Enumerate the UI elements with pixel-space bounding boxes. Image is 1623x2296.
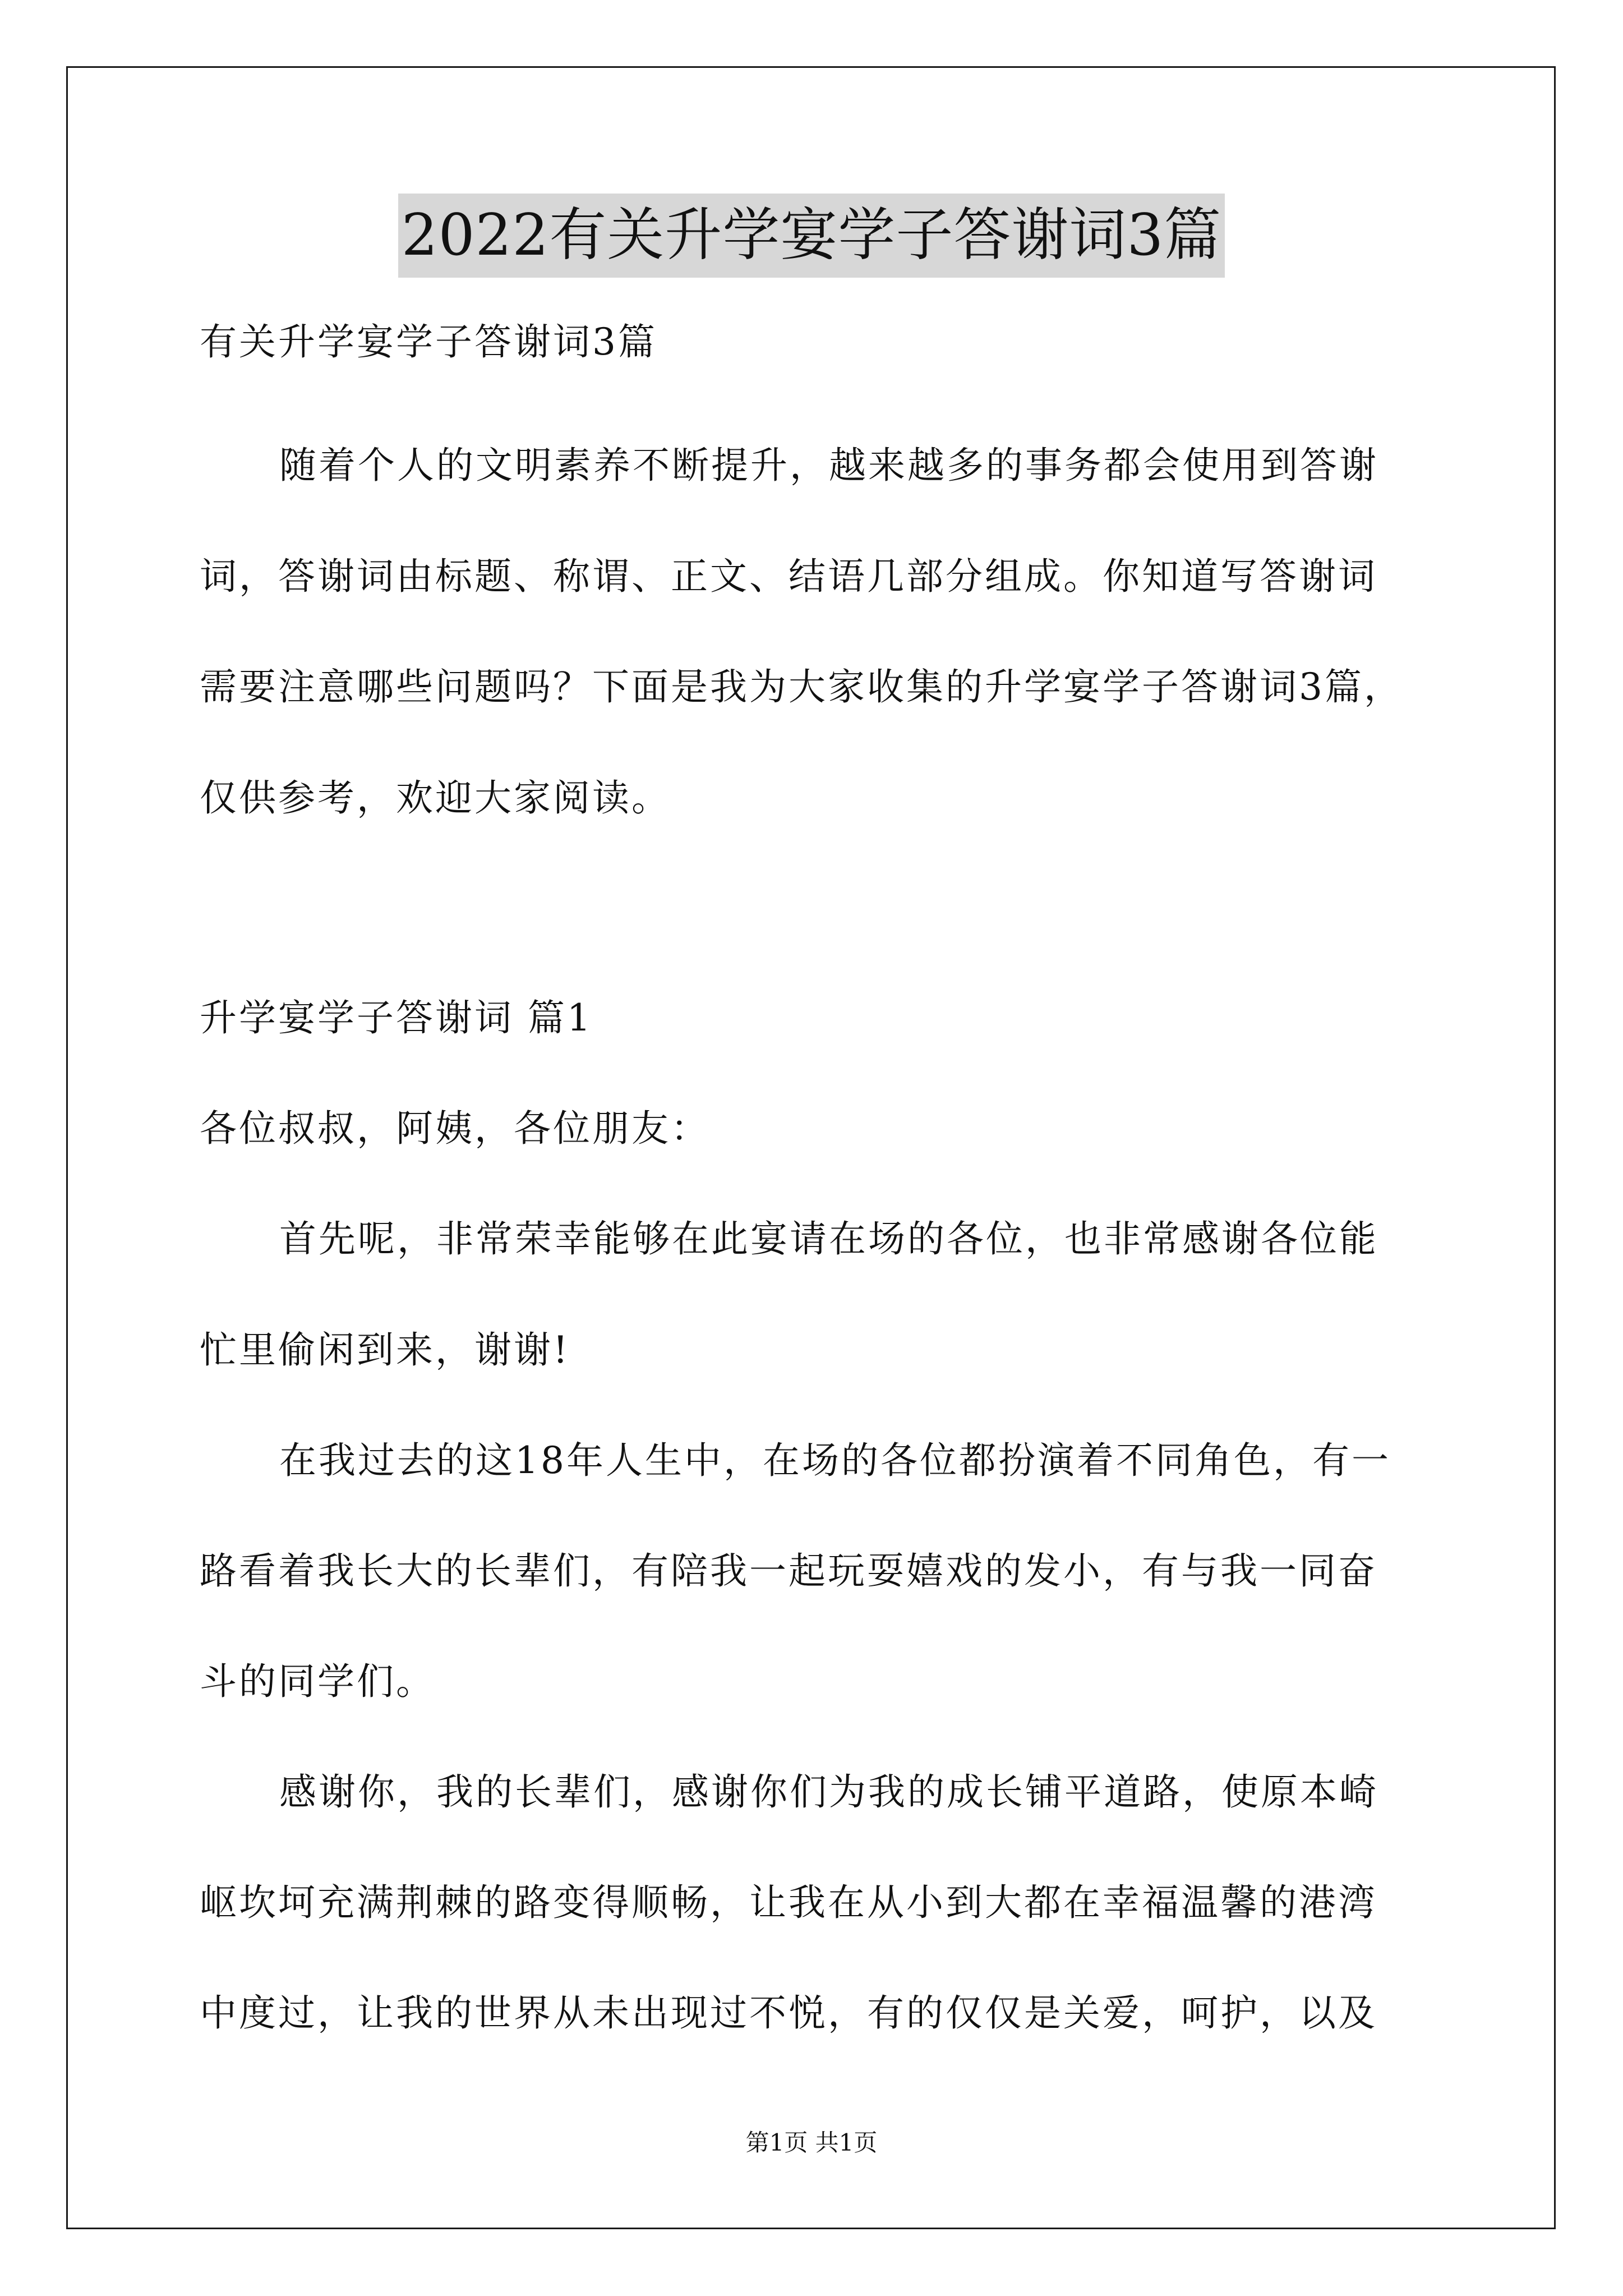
paragraph-line: 首先呢，非常荣幸能够在此宴请在场的各位，也非常感谢各位能 xyxy=(279,1217,1378,1260)
title-container xyxy=(0,194,1623,278)
paragraph-line: 在我过去的这18年人生中，在场的各位都扮演着不同角色，有一 xyxy=(279,1439,1391,1482)
salutation: 各位叔叔，阿姨，各位朋友： xyxy=(200,1107,710,1150)
paragraph-line: 中度过，让我的世界从未出现过不悦，有的仅仅是关爱，呵护，以及 xyxy=(200,1991,1377,2035)
paragraph-line: 感谢你，我的长辈们，感谢你们为我的成长铺平道路，使原本崎 xyxy=(279,1770,1378,1814)
document-title: 2022有关升学宴学子答谢词3篇 xyxy=(398,194,1225,278)
page-number: 第1页 共1页 xyxy=(745,2129,878,2156)
section-heading: 升学宴学子答谢词 篇1 xyxy=(200,996,593,1039)
paragraph-line: 忙里偷闲到来，谢谢! xyxy=(200,1328,570,1372)
paragraph-line: 斗的同学们。 xyxy=(200,1660,435,1703)
document-subtitle: 有关升学宴学子答谢词3篇 xyxy=(200,320,657,364)
paragraph-line: 岖坎坷充满荆棘的路变得顺畅，让我在从小到大都在幸福温馨的港湾 xyxy=(200,1881,1377,1924)
intro-line: 需要注意哪些问题吗？下面是我为大家收集的升学宴学子答谢词3篇， xyxy=(200,665,1403,708)
intro-line: 仅供参考，欢迎大家阅读。 xyxy=(200,776,671,820)
intro-line: 词，答谢词由标题、称谓、正文、结语几部分组成。你知道写答谢词 xyxy=(200,555,1377,598)
intro-line: 随着个人的文明素养不断提升，越来越多的事务都会使用到答谢 xyxy=(279,444,1378,487)
paragraph-line: 路看着我长大的长辈们，有陪我一起玩耍嬉戏的发小，有与我一同奋 xyxy=(200,1549,1377,1593)
